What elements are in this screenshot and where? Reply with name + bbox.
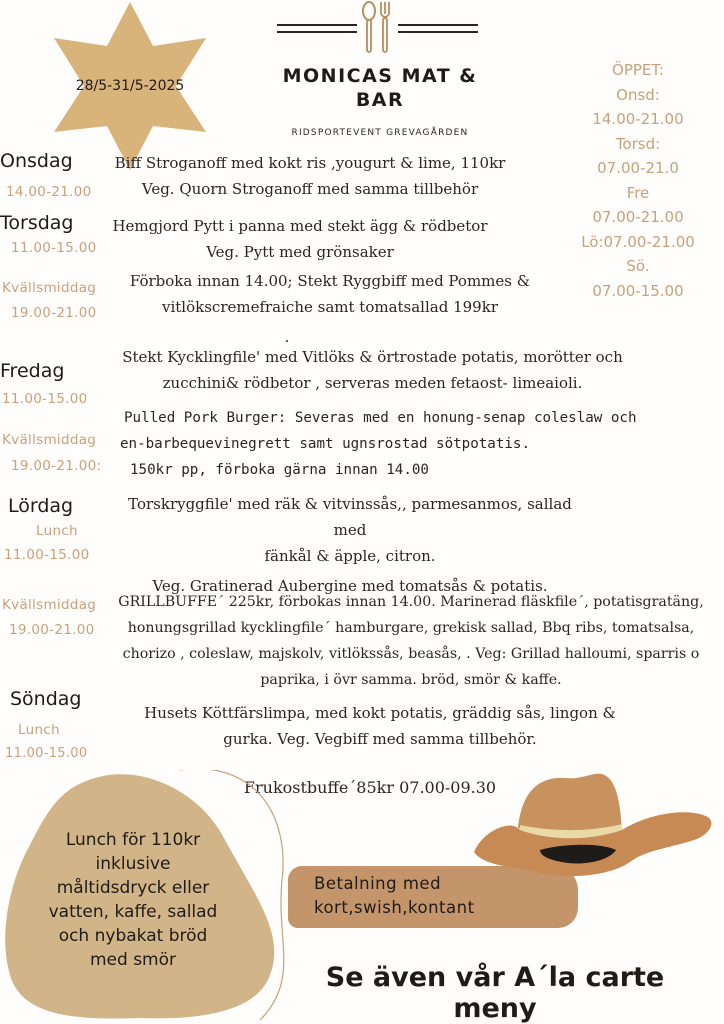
dish-sunday-1: Husets Köttfärslimpa, med kokt potatis, gräddig sås, lingon & <box>144 704 616 722</box>
dish-friday-2: zucchini& rödbetor , serveras meden fetaost- limeaioli. <box>162 374 583 392</box>
evening-thursday-1: Förboka innan 14.00; Stekt Ryggbiff med Pommes & <box>129 272 531 290</box>
evening-time-friday: 19.00-21.00: <box>11 458 102 474</box>
day-sunday: Söndag <box>10 688 82 710</box>
hours-line: 07.00-21.0 <box>597 159 679 177</box>
lunch-line: inklusive <box>95 854 171 874</box>
day-friday: Fredag <box>0 360 65 382</box>
evening-saturday-1: GRILLBUFFE´ 225kr, förbokas innan 14.00. Marinerad fläskfile´, potatisgratäng, <box>118 594 704 610</box>
hours-line: Fre <box>626 183 650 202</box>
hours-heading: ÖPPET: <box>612 61 664 79</box>
day-wednesday: Onsdag <box>0 150 73 172</box>
time-friday: 11.00-15.00 <box>2 391 88 407</box>
hours-line: Onsd: <box>616 85 660 104</box>
payment-line-1: Betalning med <box>314 874 442 893</box>
dish-wednesday-1: Biff Stroganoff med kokt ris ,yougurt & lime, 110kr <box>114 154 506 172</box>
lunch-label-saturday: Lunch <box>36 523 78 539</box>
breakfast-buffet: Frukostbuffe´85kr 07.00-09.30 <box>243 778 497 797</box>
title-line-1: MONICAS MAT & <box>282 65 478 87</box>
day-saturday: Lördag <box>8 495 74 517</box>
lunch-label-sunday: Lunch <box>18 722 60 738</box>
evening-saturday-3: chorizo , coleslaw, majskolv, vitlökssås, beasås, . Veg: Grillad halloumi, sparris o <box>122 646 700 662</box>
dish-friday-1: Stekt Kycklingfile' med Vitlöks & örtrostade potatis, morötter och <box>122 348 623 366</box>
hours-line: Lö:07.00-21.00 <box>581 232 695 251</box>
lunch-line: och nybakat bröd <box>58 926 208 946</box>
evening-friday-3: 150kr pp, förboka gärna innan 14.00 <box>130 462 429 478</box>
evening-friday-2: en-barbequevinegrett samt ugnsrostad sötpotatis. <box>120 436 530 452</box>
dish-saturday-3: Veg. Gratinerad Aubergine med tomatsås & potatis. <box>152 577 548 595</box>
day-thursday: Torsdag <box>0 212 74 234</box>
evening-time-thursday: 19.00-21.00 <box>11 305 97 321</box>
hours-line: 07.00-15.00 <box>592 281 684 300</box>
evening-label-friday: Kvällsmiddag <box>2 432 97 448</box>
dish-thursday-2: Veg. Pytt med grönsaker <box>206 243 394 261</box>
fork-spoon-icon <box>275 0 480 56</box>
evening-saturday-4: paprika, i övr samma. bröd, smör & kaffe. <box>260 672 562 688</box>
lunch-line: Lunch för 110kr <box>65 830 201 850</box>
evening-time-saturday: 19.00-21.00 <box>9 622 95 638</box>
time-wednesday: 14.00-21.00 <box>6 184 92 200</box>
time-saturday: 11.00-15.00 <box>4 547 90 563</box>
dish-saturday-2: fänkål & äpple, citron. <box>264 547 436 565</box>
dish-thursday-1: Hemgjord Pytt i panna med stekt ägg & rödbetor <box>112 217 488 235</box>
time-thursday: 11.00-15.00 <box>11 240 97 256</box>
lunch-info <box>28 828 238 972</box>
hours-line: 14.00-21.00 <box>592 110 684 128</box>
opening-hours <box>570 58 706 303</box>
subtitle: RIDSPORTEVENT GREVAGÅRDEN <box>291 128 469 138</box>
cowboy-hat-icon <box>470 770 720 885</box>
evening-saturday-2: honungsgrillad kycklingfile´ hamburgare, grekisk sallad, Bbq ribs, tomatsalsa, <box>127 620 695 636</box>
hours-line: Torsd: <box>615 134 661 153</box>
evening-thursday-2: vitlökscremefraiche samt tomatsallad 199kr <box>162 298 498 316</box>
lunch-line: måltidsdryck eller <box>56 878 210 898</box>
dish-wednesday-2: Veg. Quorn Stroganoff med samma tillbehör <box>141 180 479 198</box>
time-sunday: 11.00-15.00 <box>5 746 88 761</box>
evening-label-thursday: Kvällsmiddag <box>2 280 97 296</box>
lunch-line: med smör <box>89 950 177 970</box>
a-la-carte-footer: Se även vår A´la carte meny <box>325 962 665 1024</box>
title-line-2: BAR <box>355 89 405 111</box>
evening-friday-1: Pulled Pork Burger: Severas med en honung-senap coleslaw och <box>124 410 637 426</box>
hours-line: 07.00-21.00 <box>592 208 684 226</box>
dish-saturday-1: Torskryggfile' med räk & vitvinssås,, parmesanmos, sallad med <box>128 495 572 539</box>
hours-line: Sö. <box>626 257 650 275</box>
dish-sunday-2: gurka. Veg. Vegbiff med samma tillbehör. <box>223 730 537 748</box>
date-range: 28/5-31/5-2025 <box>75 78 185 94</box>
payment-line-2: kort,swish,kontant <box>314 898 475 917</box>
lunch-line: vatten, kaffe, sallad <box>48 902 218 922</box>
evening-label-saturday: Kvällsmiddag <box>2 597 97 613</box>
stray-dot: . <box>284 328 290 346</box>
